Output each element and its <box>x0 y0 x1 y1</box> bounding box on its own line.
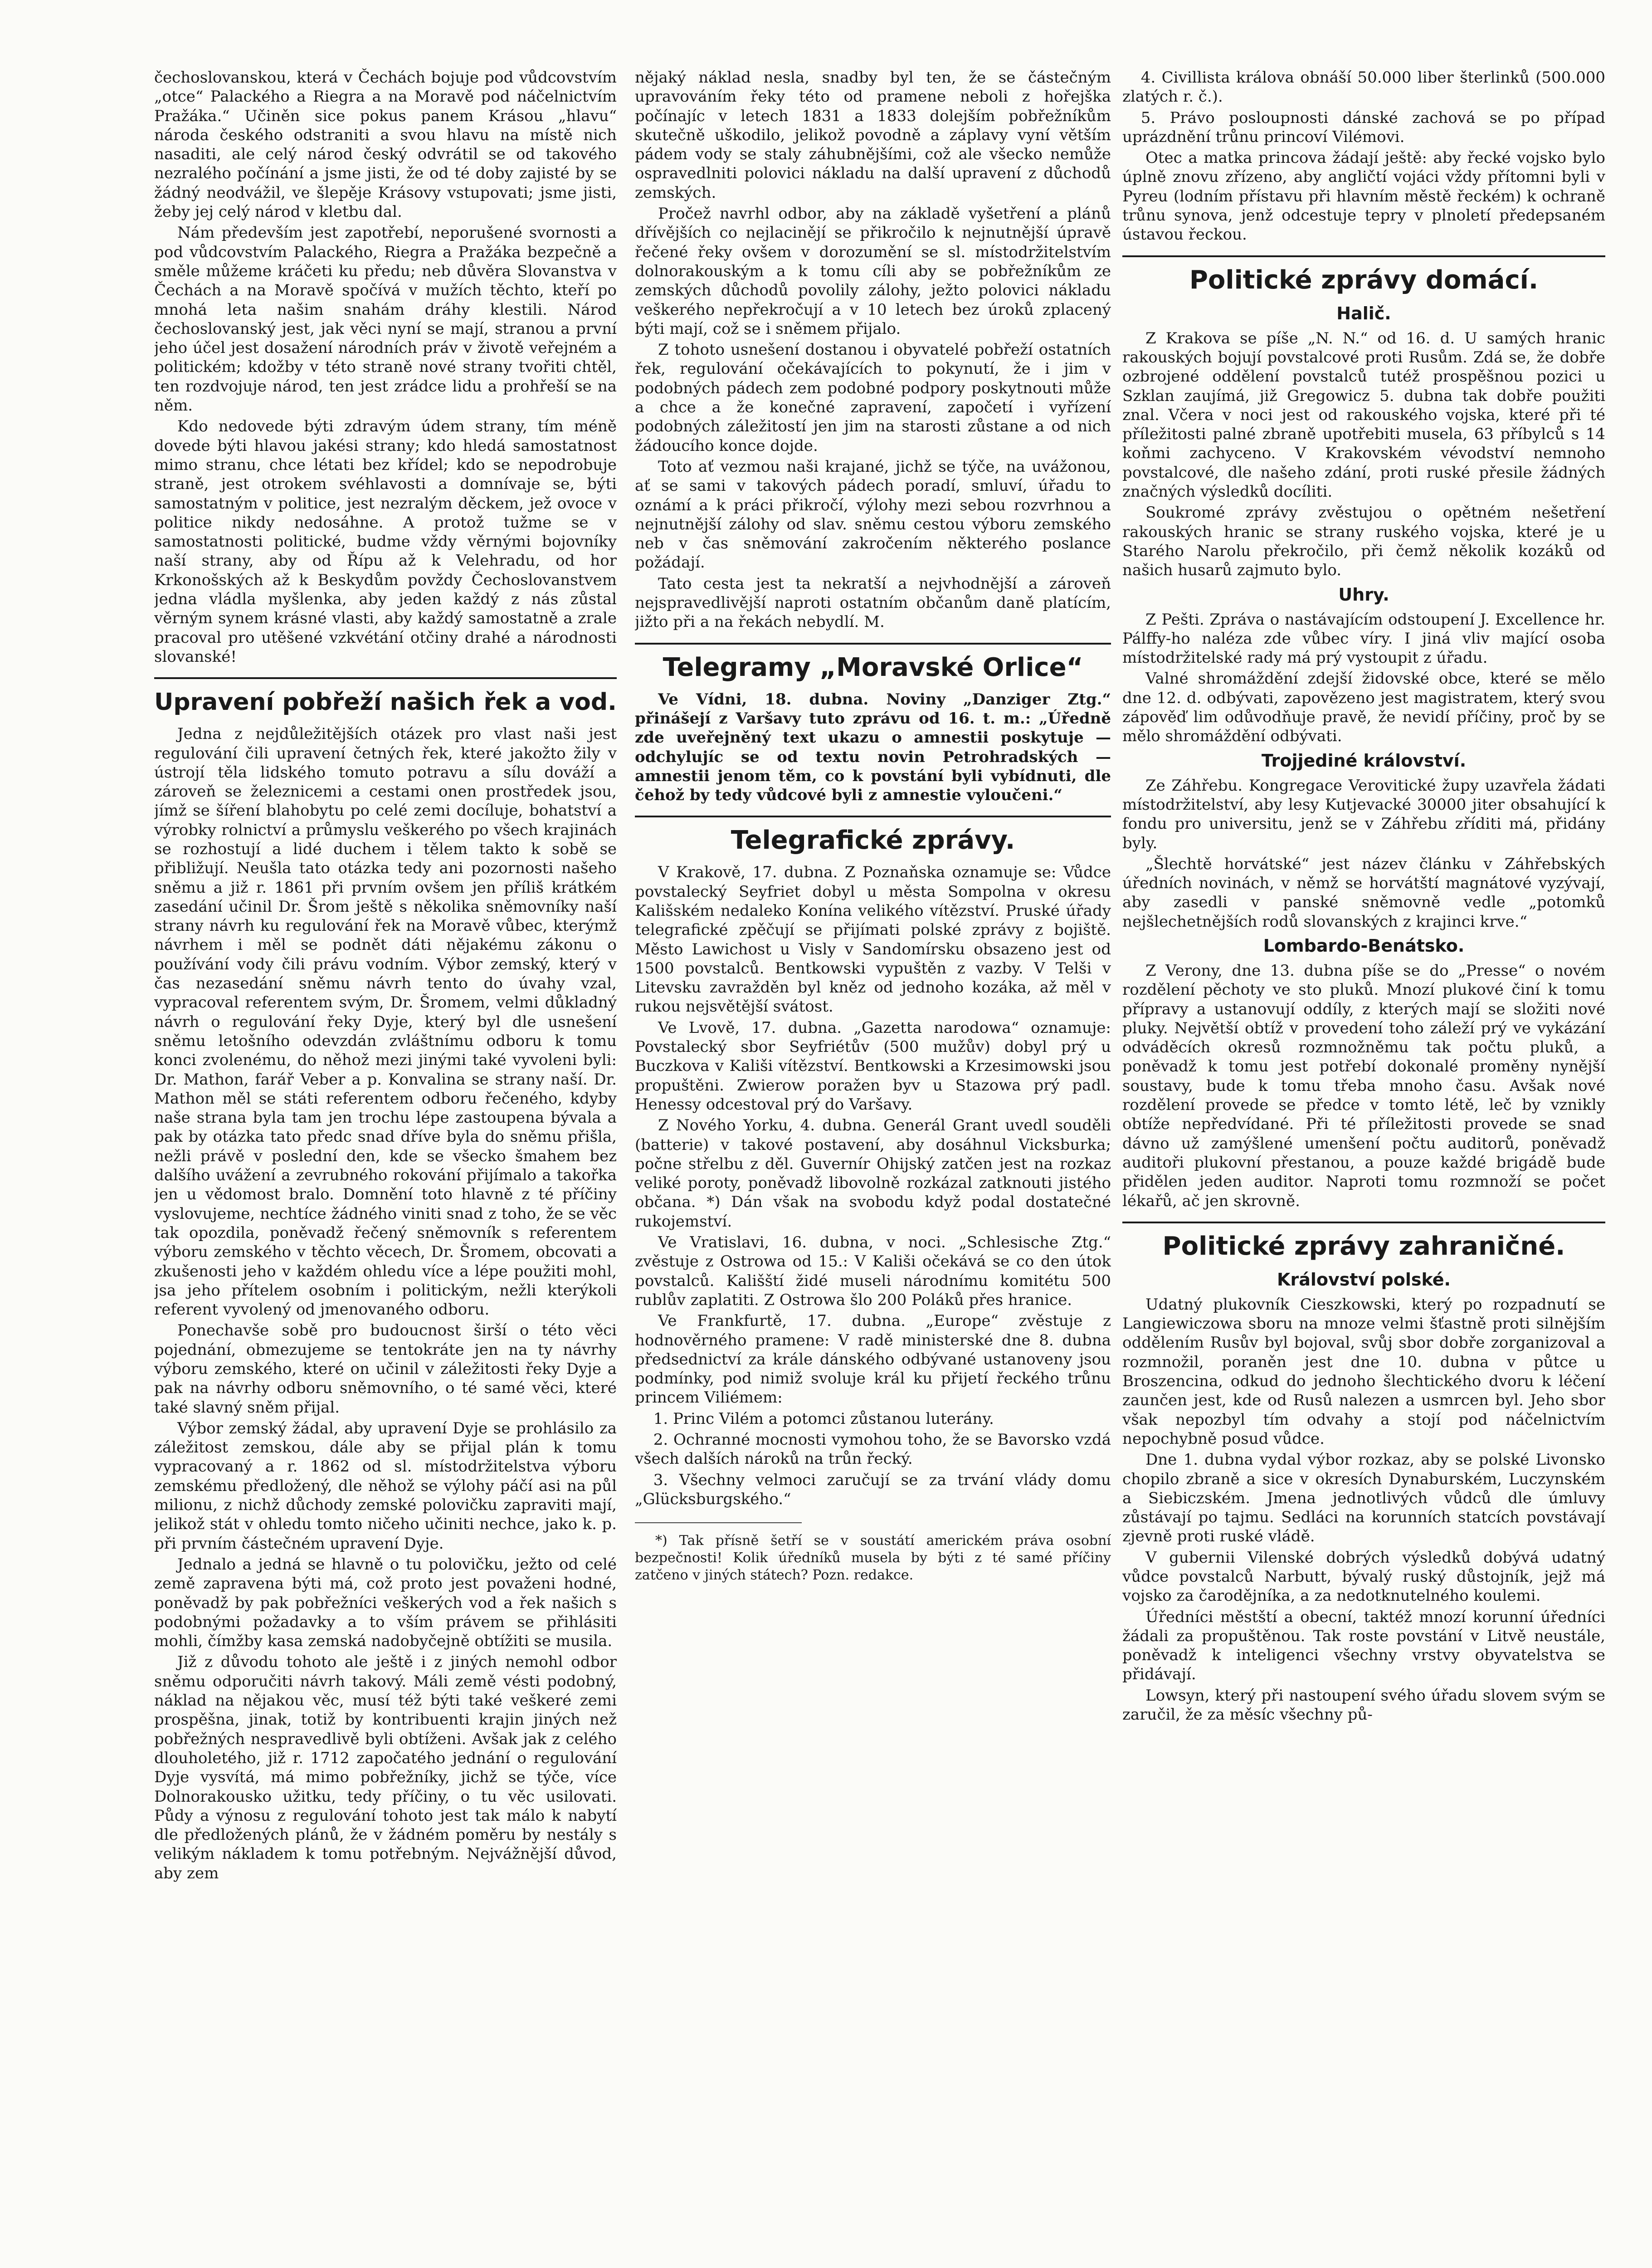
news-paragraph: Z Verony, dne 13. dubna píše se do „Presse“ o novém rozdělení pěchoty ve sto pluků. Mnozí plukové činí k tomu přípravy a ustanovují oddíly, z kterých mají se složiti nové pluky. Největší obtíž v provedení toho záleží prý ve vykázání odváděcích okresů rozmnožněmu tak počtu pluků, a poněvadž k tomu jest potřebí dokonalé proměny nynější soustavy, bude k tomu třeba mnoho času. Avšak nové rozdělení provede se předce v tomto létě, leč by vznikly obtíže nepředvídané. Při té příležitosti provede se snad dávno už zamýšlené umenšení počtu auditorů, poněvadž auditoři plukovní přestanou, a pouze každé brigádě bude přidělen jeden auditor. Naproti tomu rozmnoží se počet lékařů, ač jen skrovně. <box>1122 961 1605 1210</box>
column-2 <box>635 68 1111 2268</box>
list-item: 2. Ochranné mocnosti vymohou toho, že se Bavorsko vzdá všech dalších nároků na trůn řecký. <box>635 1431 1111 1468</box>
news-paragraph: Soukromé zprávy zvěstujou o opětném nešetření rakouských hranic se strany ruského vojska, které je u Starého Narolu překročilo, při čemž několik kozáků od našich husarů zajmuto bylo. <box>1122 503 1605 580</box>
column-1 <box>154 68 617 2268</box>
news-paragraph: Udatný plukovník Cieszkowski, který po rozpadnutí se Langiewiczowa sboru na mnoze velmi šťastně proti silnějším oddělením Rusův byl bojoval, svůj sbor dobře zorganizoval a rozmnožil, poraněn jest dne 10. dubna v půtce u Broszencina, odkud do jednoho šlechtického dvoru k léčení zaunčen jest, kde od Rusů nalezen a usmrcen byl. Jeho sbor však nepozbyl tím odvahy a stojí pod náčelnictvím nepochybně posud vůdce. <box>1122 1295 1605 1448</box>
heading-telegramy: Telegramy „Moravské Orlice“ <box>663 652 1083 682</box>
article-paragraph: Tato cesta jest ta nekratší a nejvhodnější a zároveň nejspravedlivější naproti ostatním občanům daně platícím, jižto při a na řekách nebydlí. M. <box>635 574 1111 631</box>
article-paragraph: Nám především jest zapotřebí, neporušené svornosti a pod vůdcovstvím Palackého, Riegra a Pražáka bezpečně a směle můžeme kráčeti ku předu; neb důvěra Slovanstva v Čechách a na Moravě spočívá v mužích těchto, kteří po mnohá leta našim snahám dráhy klestili. Národ čechoslovanský jest, jak věci nyní se mají, stranou a první jeho účel jest dosažení národních práv v životě veřejném a politickém; kdožby v této straně nové strany tvořiti chtěl, ten rozdvojuje národ, ten jest zrádce lidu a prohřeší se na něm. <box>154 224 617 415</box>
article-paragraph: nějaký náklad nesla, snadby byl ten, že se částečným upravováním řeky této od pramene neboli z hořejška počínajíc v letech 1831 a 1833 dolejším pobřežníkům skutečně uškodilo, jelikož povodně a záplavy vyní větším pádem vody se staly záhubnějšími, což ale všecko nemůže ospravedlniti polovici nákladu na další upravení z důchodů zemských. <box>635 68 1111 202</box>
conditions-list-continued <box>1122 68 1605 147</box>
article-paragraph: Z tohoto usnešení dostanou i obyvatelé pobřeží ostatních řek, regulování očekávajících to pokynutí, že i jim v podobných pádech zem podobné podpory poskytnouti může a chce a že konečné zapravení, započetí i vyřízení podobných záležitostí jen jim na starosti zůstane a od nich žádoucího konce dojde. <box>635 341 1111 455</box>
article-paragraph: Toto ať vezmou naši krajané, jichž se týče, na uvážonou, ať se sami v takových pádech poradí, smluví, úřadu to oznámí a k práci přikročí, výlohy mezi sebou rozvrhnou a nejnutnější zálohy od slav. sněmu cestou výboru zemského neb v čas sněmování zakročením některého poslance požádají. <box>635 457 1111 572</box>
article-paragraph: Pročež navrhl odbor, aby na základě vyšetření a plánů dřívějších co nejlacinějí se přikročilo k nejnutnější úpravě řečené řeky ovšem v dorozumění se sl. místodržitelstvím dolnorakouským a k tomu cíli aby se pobřežníkům ze zemských důchodů povolily zálohy, ježto polovici nákladu veškerého nepřekročují a v 10 letech bez úroků zplacený býti mají, což se i sněmem přijalo. <box>635 205 1111 338</box>
news-paragraph: „Šlechtě horvátské“ jest název článku v Záhřebských úředních novinách, v němž se horvátští magnátové vyzývají, aby zasedli v panské sněmovně vedle „potomků nejšlechetnějších rodů slovanských z krajinci krve.“ <box>1122 855 1605 931</box>
article-paragraph: Jednalo a jedná se hlavně o tu polovičku, ježto od celé země zapravena býti má, což proto jest považeni hodné, poněvadž by pak pobřežníci veškerých vod a řek našich s podobnými požadavky a to vším právem se přihlásiti mohli, čímžby kasa zemská nadobyčejně obtížiti se musila. <box>154 1555 617 1651</box>
article-paragraph: Jedna z nejdůležitějších otázek pro vlast naši jest regulování čili upravení četných řek, které jakožto žily v ústrojí těla lidského tomuto potravu a sílu dováží a zároveň se železnicemi a cestami onen prostředek jsou, jímž se šíření blahobytu po celé zemi docíluje, bohatství a výrobky rolnictví a průmyslu veškerého po všech krajinách se rozhostují a lidé duchem i tělem takto k sobě se přibližují. Neušla tato otázka tedy ani pozornosti našeho sněmu a již r. 1861 při prvním ovšem jen příliš krátkém zasedání učinil Dr. Šrom ještě s několika sněmovníky naší strany návrh ku regulování řek na Moravě vůbec, kterýmž návrhem i měl se podnět dáti nějakému zákonu o používání vody čili právu vodním. Výbor zemský, který v čas nezasedání sněmu návrh tento do úvahy vzal, vypracoval referentem svým, Dr. Šromem, velmi důkladný návrh o regulování řeky Dyje, který byl dle usnešení sněmu letošního odevzdán zvláštnímu odboru k tomu konci zvolenému, do něhož mezi jinými také vyvoleni byli: Dr. Mathon, farář Veber a p. Konvalina se strany naší. Dr. Mathon měl se státi referentem odboru řečeného, kdyby naše strana byla tam jen trochu lépe zastoupena bývala a pak by otázka tato předc snad dříve byla do sněmu přišla, nežli právě v poslední den, kde se všecko šmahem bez dalšího uvážení a zevrubného rokování přijímalo a takořka jen u vědomost bralo. Domnění toto hlavně z té příčiny vyslovujeme, nechtíce žádného viniti snad z toho, že se věc tak opozdila, poněvadž řečený sněmovník s referentem výboru zemského v těchto věcech, Dr. Šromem, obcovati a zkušenosti jeho v každém ohledu více a lépe použiti mohl, jsa jeho přítelem osobním i politickým, nežli kterýkoli referent vyvolený od jmenovaného odboru. <box>154 725 617 1319</box>
list-item: 1. Princ Vilém a potomci zůstanou luterány. <box>653 1409 994 1428</box>
article-paragraph: Otec a matka princova žádají ještě: aby řecké vojsko bylo úplně znovu zřízeno, aby angličtí vojáci vždy přítomni byli v Pyreu (lodním přístavu při hlavním městě řeckém) k ochraně trůnu synova, jenž odcestuje tepry v plnoletí předepsaném ústavou řeckou. <box>1122 149 1605 244</box>
list-item: 5. Právo posloupnosti dánské zachová se po případ uprázdnění trůnu princoví Vilémovi. <box>1122 108 1605 146</box>
column-divider <box>1122 255 1605 257</box>
heading-domaci: Politické zprávy domácí. <box>1189 265 1539 295</box>
news-paragraph: V Krakově, 17. dubna. Z Poznaňska oznamuje se: Vůdce povstalecký Seyfriet dobyl u města Sompolna v okresu Kališském nedaleko Konína velikého vítězství. Pruské úřady telegrafické zpěčují se přijímati polské zprávy z bojiště. Město Lawichost u Visly v Sandomírsku obsazeno jest od 1500 povstalců. Bentkowski vypuštěn z vazby. V Telši v Litevsku zavražděn byl kněz od jednoho kozáka, až měl v rukou nejsvětější svátost. <box>635 863 1111 1016</box>
news-paragraph: V gubernii Vilenské dobrých výsledků dobývá udatný vůdce povstalců Narbutt, bývalý ruský důstojník, jejž má vojsko za čarodějníka, a za nedotknutelného koulemi. <box>1122 1548 1605 1605</box>
news-paragraph: Z Pešti. Zpráva o nastávajícím odstoupení J. Excellence hr. Pálffy-ho naléza zde vůbec víry. I jiná vliv mající osoba místodržitelské rady má prý vystoupit z úřadu. <box>1122 610 1605 667</box>
article-paragraph: čechoslovanskou, která v Čechách bojuje pod vůdcovstvím „otce“ Palackého a Riegra a na Moravě pod náčelnictvím Pražáka.“ Učiněn sice pokus panem Krásou „hlavu“ národa českého odstraniti a svou hlavu na místě nich nasaditi, ale celý národ český odvrátil se od takového nezralého počínání a jsme jisti, že od té doby zajisté by se žádný neodvážil, ve šlepěje Krásovy vstupovati; jsme jisti, žeby jej celý národ v kletbu dal. <box>154 68 617 221</box>
column-3 <box>1122 68 1605 2268</box>
column-divider <box>154 677 617 679</box>
subheading-halic: Halič. <box>1336 303 1391 323</box>
subheading-trojjedine: Trojjediné království. <box>1261 750 1467 771</box>
list-item: 4. Civillista králova obnáší 50.000 liber šterlinků (500.000 zlatých r. č.). <box>1122 68 1605 106</box>
heading-telegraficke: Telegrafické zprávy. <box>731 826 1015 855</box>
footnote-rule <box>635 1522 802 1523</box>
column-divider <box>1122 1222 1605 1223</box>
telegram-paragraph: Ve Vídni, 18. dubna. Noviny „Danziger Ztg.“ přinášejí z Varšavy tuto zprávu od 16. t. m.: „Úředně zde uveřejněný text ukazu o amnestii poskytuje — odchylujíc se od textu novin Petrohradských — amnestii jenom těm, co k povstání byli vybídnuti, dle čehož by tedy vůdcové byli z amnestie vyloučeni.“ <box>635 690 1111 805</box>
news-paragraph: Ve Frankfurtě, 17. dubna. „Europe“ zvěstuje z hodnověrného pramene: V radě ministerské dne 8. dubna předsednictví za krále dánského odbývané ustanoveny jsou podmínky, pod nimiž svoluje král ku přijetí řeckého trůnu princem Viliémem: <box>635 1312 1111 1407</box>
article-paragraph: Kdo nedovede býti zdravým údem strany, tím méně dovede býti hlavou jakési strany; kdo hledá samostatnost mimo stranu, chce létati bez křídel; kdo se nepodrobuje straně, jest otrokem svéhlavosti a domnívaje se, býti samostatným v politice, jest nezralým děckem, jež ovoce v politice nikdy nedosáhne. A protož tužme se v samostatnosti politické, budme vždy věrnými bojovníky naší strany, aby od Řípu až k Velehradu, od hor Krkonošských až k Beskydům povždy Čechoslovanstvem jedna vládla myšlenka, aby jeden každý z nás zůstal věrným synem krásné vlasti, aby každý samostatně a zrale pracoval pro utěšené vzkvétání otčiny drahé a národnosti slovanské! <box>154 417 617 666</box>
column-divider <box>635 816 1111 817</box>
news-paragraph: Ve Vratislavi, 16. dubna, v noci. „Schlesische Ztg.“ zvěstuje z Ostrowa od 15.: V Kališi očekává se co den útok povstalců. Kališští židé museli národnímu komitétu 500 rublův zaplatiti. Z Ostrowa šlo 200 Poláků přes hranice. <box>635 1233 1111 1309</box>
news-paragraph: Z Nového Yorku, 4. dubna. Generál Grant uvedl souděli (batterie) v takové postavení, aby dosáhnul Vicksburka; počne střelbu z děl. Guvernír Ohijský zatčen jest na rozkaz veliké poroty, poněvadž libovolně rozkázal zatknouti jistého občana. *) Dán však na svobodu když podal dostatečné rukojemství. <box>635 1116 1111 1231</box>
article-paragraph: Výbor zemský žádal, aby upravení Dyje se prohlásilo za záležitost zemskou, dále aby se přijal plán k tomu vypracovaný a r. 1862 od sl. místodržitelstva výboru zemskému předložený, dle něhož se výlohy páčí asi na půl milionu, z nichž důchody zemské polovičku zapraviti mají, jelikož stát v ohledu tomto ničeho učiniti nechce, jako k. p. při prvním částečném upravení Dyje. <box>154 1419 617 1553</box>
list-item: 3. Všechny velmoci zaručují se za trvání vlády domu „Glücksburgského.“ <box>635 1471 1111 1508</box>
column-divider <box>635 643 1111 645</box>
subheading-polske: Království polské. <box>1277 1269 1451 1290</box>
subheading-uhry: Uhry. <box>1338 584 1389 605</box>
heading-upraveni: Upravení pobřeží našich řek a vod. <box>154 689 617 716</box>
news-paragraph: Dne 1. dubna vydal výbor rozkaz, aby se polské Livonsko chopilo zbraně a sice v okresích Dynaburském, Luczynském a Siebiczském. Jmena jednotlivých vůdců dle úmluvy zůstávají po tajmu. Sedláci na korunních statcích povstávají zjevně proti ruské vládě. <box>1122 1451 1605 1546</box>
article-paragraph: Již z důvodu tohoto ale ještě i z jiných nemohl odbor sněmu odporučiti návrh takový. Máli země vésti podobný, náklad na nějakou věc, musí též býti také veškeré zemi prospěšna, jinak, totiž by kontribuenti krajin jiných než pobřežných nespravedlivě byli obtíženi. Avšak jak z celého dlouholetého, již r. 1712 započatého jednání o regulování Dyje vysvítá, má mimo pobřežníky, jichž se týče, více Dolnorakousko užitku, tedy příčiny, o tu věc usilovati. Půdy a výnosu z regulování tohoto jest tak málo k nabytí dle předložených plánů, že v žádném poměru by nestály s velikým nákladem k tomu potřebným. Nejvážnější důvod, aby zem <box>154 1653 617 1882</box>
news-paragraph: Úředníci městští a obecní, taktéž mnozí korunní úředníci žádali za propuštěnou. Tak roste povstání v Litvě neustále, poněvadž k inteligenci všechny vrstvy obyvatelstva se přidávají. <box>1122 1608 1605 1684</box>
article-paragraph: Ponechavše sobě pro budoucnost širší o této věci pojednání, obmezujeme se tentokráte jen na ty návrhy výboru zemského, které on učinil v záležitosti řeky Dyje a pak na návrhy odboru sněmovního, o té samé věci, které také slavný sněm přijal. <box>154 1321 617 1417</box>
subheading-lombardo: Lombardo-Benátsko. <box>1263 935 1465 956</box>
conditions-list <box>635 1409 1111 1509</box>
heading-zahranicni: Politické zprávy zahraničné. <box>1162 1231 1565 1261</box>
news-paragraph: Lowsyn, který při nastoupení svého úřadu slovem svým se zaručil, že za měsíc všechny pů- <box>1122 1686 1605 1724</box>
news-paragraph: Ze Záhřebu. Kongregace Verovitické župy uzavřela žádati místodržitelství, aby lesy Kutjevacké 30000 jiter obsahující k fondu pro universitu, jenž se v Záhřebu zříditi má, přidány byly. <box>1122 776 1605 852</box>
news-paragraph: Z Krakova se píše „N. N.“ od 16. d. U samých hranic rakouských bojují povstalcové proti Rusům. Zdá se, že dobře ozbrojené oddělení povstalců tutéž prospěšnou pozici u Szklan zaujímá, již Gregowicz 5. dubna tak dobře použiti znal. Včera v noci jest od rakouského vojska, které při té příležitosti palné zbraně upotřebiti musela, 63 příbylců s 14 koňmi zachyceno. V Krakovském vévodství nemnoho povstalcové, dle našeho zdání, proti ruské přesile žádných značných výsledků docíliti. <box>1122 329 1605 501</box>
news-paragraph: Valné shromáždění zdejší židovské obce, které se mělo dne 12. d. odbývati, zapovězeno jest magistratem, který svou zápověď lim odůvodňuje pravě, že nevidí příčiny, proč by se mělo shromáždění odbývati. <box>1122 670 1605 746</box>
footnote: *) Tak přísně šetří se v soustátí americkém práva osobní bezpečnosti! Kolik úředníků musela by býti z té samé příčiny zatčeno v jiných státech? Pozn. redakce. <box>635 1533 1111 1584</box>
news-paragraph: Ve Lvově, 17. dubna. „Gazetta narodowa“ oznamuje: Povstalecký sbor Seyfriétův (500 mužův) dobyl prý u Buczkova v Kališi vítězství. Bentkowski a Krzesimowski jsou propuštěni. Zwierow poražen byv u Stazowa prý padl. Henessy odcestoval prý do Varšavy. <box>635 1018 1111 1114</box>
